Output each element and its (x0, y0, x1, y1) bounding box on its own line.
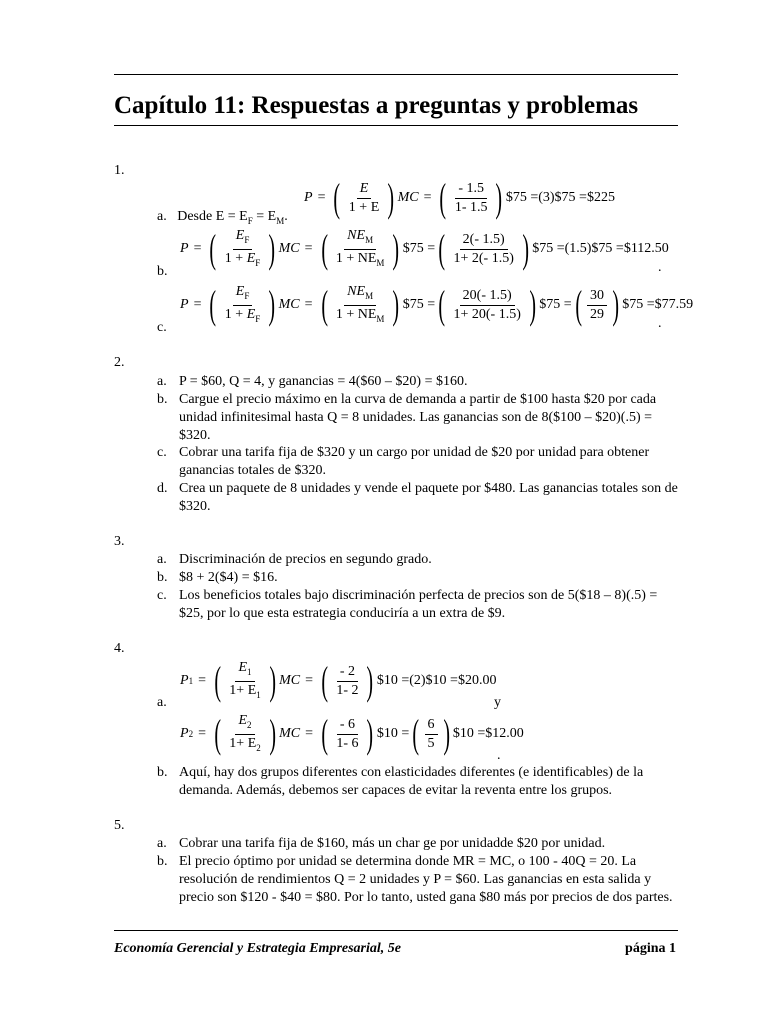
footer-rule (114, 930, 678, 931)
list-item: a. Discriminación de precios en segundo grado. (157, 552, 432, 567)
list-item: b. $8 + 2($4) = $16. (157, 570, 278, 585)
list-item: b. Aquí, hay dos grupos diferentes con elasticidades diferentes (e identificables) de la demanda. Además, debemos ser capaces de evitar la reventa entre los grupos. (157, 765, 644, 798)
top-rule (114, 74, 678, 75)
equation-4a-1: P 1 = ( $\frac{E_1}{1+ E_1}$ ) MC = ( $\frac{- 2}{1- 2}$ ) $10 = (2)$10 =$20.00 (180, 658, 497, 704)
item-c-label: c. (157, 320, 167, 335)
question-number: 1. (114, 163, 125, 178)
list-item: d. Crea un paquete de 8 unidades y vende el paquete por $480. Las ganancias totales son de $320. (157, 481, 678, 514)
list-item: b. Cargue el precio máximo en la curva de demanda a partir de $100 hasta $20 por cada unidad infinitesimal hasta Q = 8 unidades. Las ganancias son de 8($100 – $20)(.5) = $320. (157, 392, 657, 443)
question-number: 2. (114, 355, 125, 370)
title-rule (114, 125, 678, 126)
list-item: c. Cobrar una tarifa fija de $320 y un cargo por unidad de $20 por unidad para obtener ganancias totales de $320. (157, 445, 650, 478)
list-item: c. Los beneficios totales bajo discriminación perfecta de precios son de 5($18 – 8)(.5) = $25, por lo que esta estrategia conduciría a un extra de $9. (157, 588, 658, 621)
item-b-label: b. (157, 264, 168, 279)
item-a-label: a. Desde $E = E_F = E_M$. (157, 209, 288, 226)
list-item: a. P = $60, Q = 4, y ganancias = 4($60 – $20) = $160. (157, 374, 468, 389)
list-item: a. Cobrar una tarifa fija de $160, más un char ge por unidadde $20 por unidad. (157, 836, 606, 851)
equation-1a: P = ( $\frac{E}{1 + E}$ ) MC = ( $\frac{- 1.5}{1- 1.5}$ ) $75 = (3)$75 =$225 (304, 175, 615, 220)
equation-4a-2: P 2 = ( $\frac{E_2}{1+ E_2}$ ) MC = ( $\frac{- 6}{1- 6}$ ) $10 = ( $\frac{6}{5}$ ) $10 =$12.00 (180, 711, 524, 757)
question-number: 5. (114, 818, 125, 833)
question-number: 3. (114, 534, 125, 549)
equation-1c: P = ( $\frac{E_F}{1 + E_F}$ ) MC = ( $\frac{NE_M}{1 + NE_M}$ ) $75 = ( $\frac{20(- 1.5)}{1+ 20(- 1.5)}$ ) $75 = ( $\frac{30}{29}$ ) $75 =$77.59 (180, 282, 694, 328)
list-item: b. El precio óptimo por unidad se determina donde MR = MC, o 100 - 40Q = 20. La resolución de rendimientos Q = 2 unidades y P = $60. Las ganancias en esta salida y precio son $120 - $40 = $80. Por lo tanto, usted gana $80 más por precios de dos partes. (157, 854, 673, 905)
question-number: 4. (114, 641, 125, 656)
footer-book-title: Economía Gerencial y Estrategia Empresarial, 5e (114, 941, 401, 956)
page-title: Capítulo 11: Respuestas a preguntas y problemas (114, 92, 639, 119)
footer-page-number: página 1 (625, 941, 676, 956)
conjunction: y (494, 695, 501, 710)
equation-1b: P = ( $\frac{E_F}{1 + E_F}$ ) MC = ( $\frac{NE_M}{1 + NE_M}$ ) $75 = ( $\frac{2(- 1.5)}{1+ 2(- 1.5)}$ ) $75 =(1.5)$75 =$112.50 (180, 226, 669, 272)
item-a-label: a. (157, 695, 167, 710)
